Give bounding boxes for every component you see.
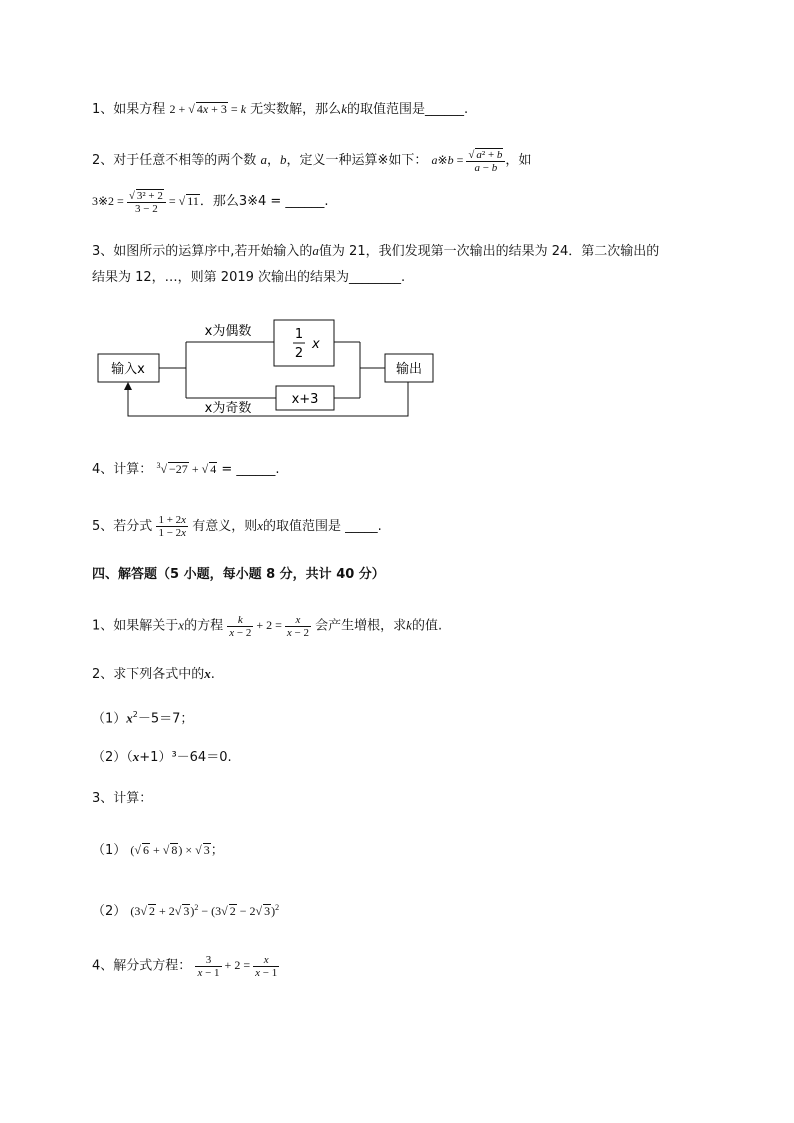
half-numerator: 1 [294, 327, 304, 342]
fraction: $\frac{1 + 2x}{1 - 2x}$ [158, 514, 187, 539]
flowchart [96, 312, 441, 422]
q-number: 3、 [92, 244, 114, 259]
output-label: 输出 [395, 362, 423, 377]
loop-line [128, 382, 408, 416]
section-heading: 四、解答题（5 小题，每小题 8 分，共计 40 分） [92, 567, 385, 582]
half-variable: x [312, 337, 320, 352]
question-4-1: 1、如果解关于x的方程 $\frac{k}{x - 2}$ + 2 = $\frac{x}{x - 2}$ 会产生增根，求k的值. [92, 614, 443, 639]
q-number: 3、 [92, 791, 114, 806]
question-4-3-part2: （2） (3√ 2 + 2√ 3)$^2$ − (3√ 2 − 2√ 3)$^2$ [92, 898, 279, 922]
equation: 2 + √ 4x + 3 = k [169, 102, 246, 116]
question-3-5: 5、若分式 $\frac{1 + 2x}{1 - 2x}$ 有意义，则x的取值范围是 _____. [92, 514, 382, 539]
half-denominator: 2 [294, 346, 304, 361]
question-3-4: 4、计算： $^3$√ −27 + √ 4 = ______. [92, 456, 279, 480]
q-number: 2、 [92, 152, 114, 168]
question-3-2: 2、对于任意不相等的两个数 a，b，定义一种运算※如下： a※b = √ $\frac{\text{a² + b}}{a - b}$ ，如 [92, 148, 531, 174]
question-4-2-part2: （2）（x+1）³－64＝0. [92, 749, 232, 765]
even-label: x为偶数 [204, 324, 252, 339]
question-4-2-part1: $(1)x^2-5=7$； [92, 710, 194, 727]
equation: $\frac{3}{x - 1}$ + 2 = $\frac{x}{x - 1}$ [197, 954, 278, 979]
question-3-3: 3、如图所示的运算序中,若开始输入的a值为 21，我们发现第一次输出的结果为 24．第二次输出的 [92, 243, 660, 259]
plus3-label: x+3 [291, 392, 319, 407]
question-3-2-example: 3※2 = √ $\frac{\text{3² + 2}}{3 - 2}$ = √ 11．那么3※4 = ______. [92, 189, 329, 215]
loop-arrowhead [124, 382, 132, 390]
q-number: 4、 [92, 958, 114, 974]
equation: $\frac{k}{x - 2}$ + 2 = $\frac{x}{x - 2}$ [229, 614, 309, 639]
q-number: 1、 [92, 102, 114, 117]
question-4-3: 3、计算： [92, 791, 153, 806]
q-number: 5、 [92, 519, 114, 534]
example-equation: 3※2 = √ $\frac{\text{3² + 2}}{3 - 2}$ = √ 11 [92, 194, 200, 208]
expression: (3√ 2 + 2√ 3)$^2$ − (3√ 2 − 2√ 3)$^2$ [130, 904, 279, 918]
operation-definition: a※b = √ $\frac{\text{a² + b}}{a - b}$ [432, 153, 506, 167]
odd-label: x为奇数 [204, 401, 252, 416]
expression: (√ 6 + √ 8) × √ 3 [130, 843, 210, 857]
branch-lines [159, 342, 385, 398]
expression: $^3$√ −27 + √ 4 [156, 462, 217, 476]
question-4-3-part1: （1） (√ 6 + √ 8) × √ 3； [92, 840, 224, 861]
input-label: 输入x [111, 362, 145, 377]
question-4-2: 2、求下列各式中的x. [92, 666, 215, 682]
question-4-4: 4、解分式方程： $\frac{3}{x - 1}$ + 2 = $\frac{x}{x - 1}$ [92, 954, 278, 979]
q-number: 2、 [92, 667, 114, 682]
question-3-1: 1、如果方程 2 + √ 4x + 3 = k 无实数解，那么k的取值范围是______. [92, 99, 468, 120]
question-3-3-cont: 结果为 12，…，则第 2019 次输出的结果为________. [92, 270, 406, 285]
q-number: 1、 [92, 618, 114, 634]
q-number: 4、 [92, 462, 114, 477]
